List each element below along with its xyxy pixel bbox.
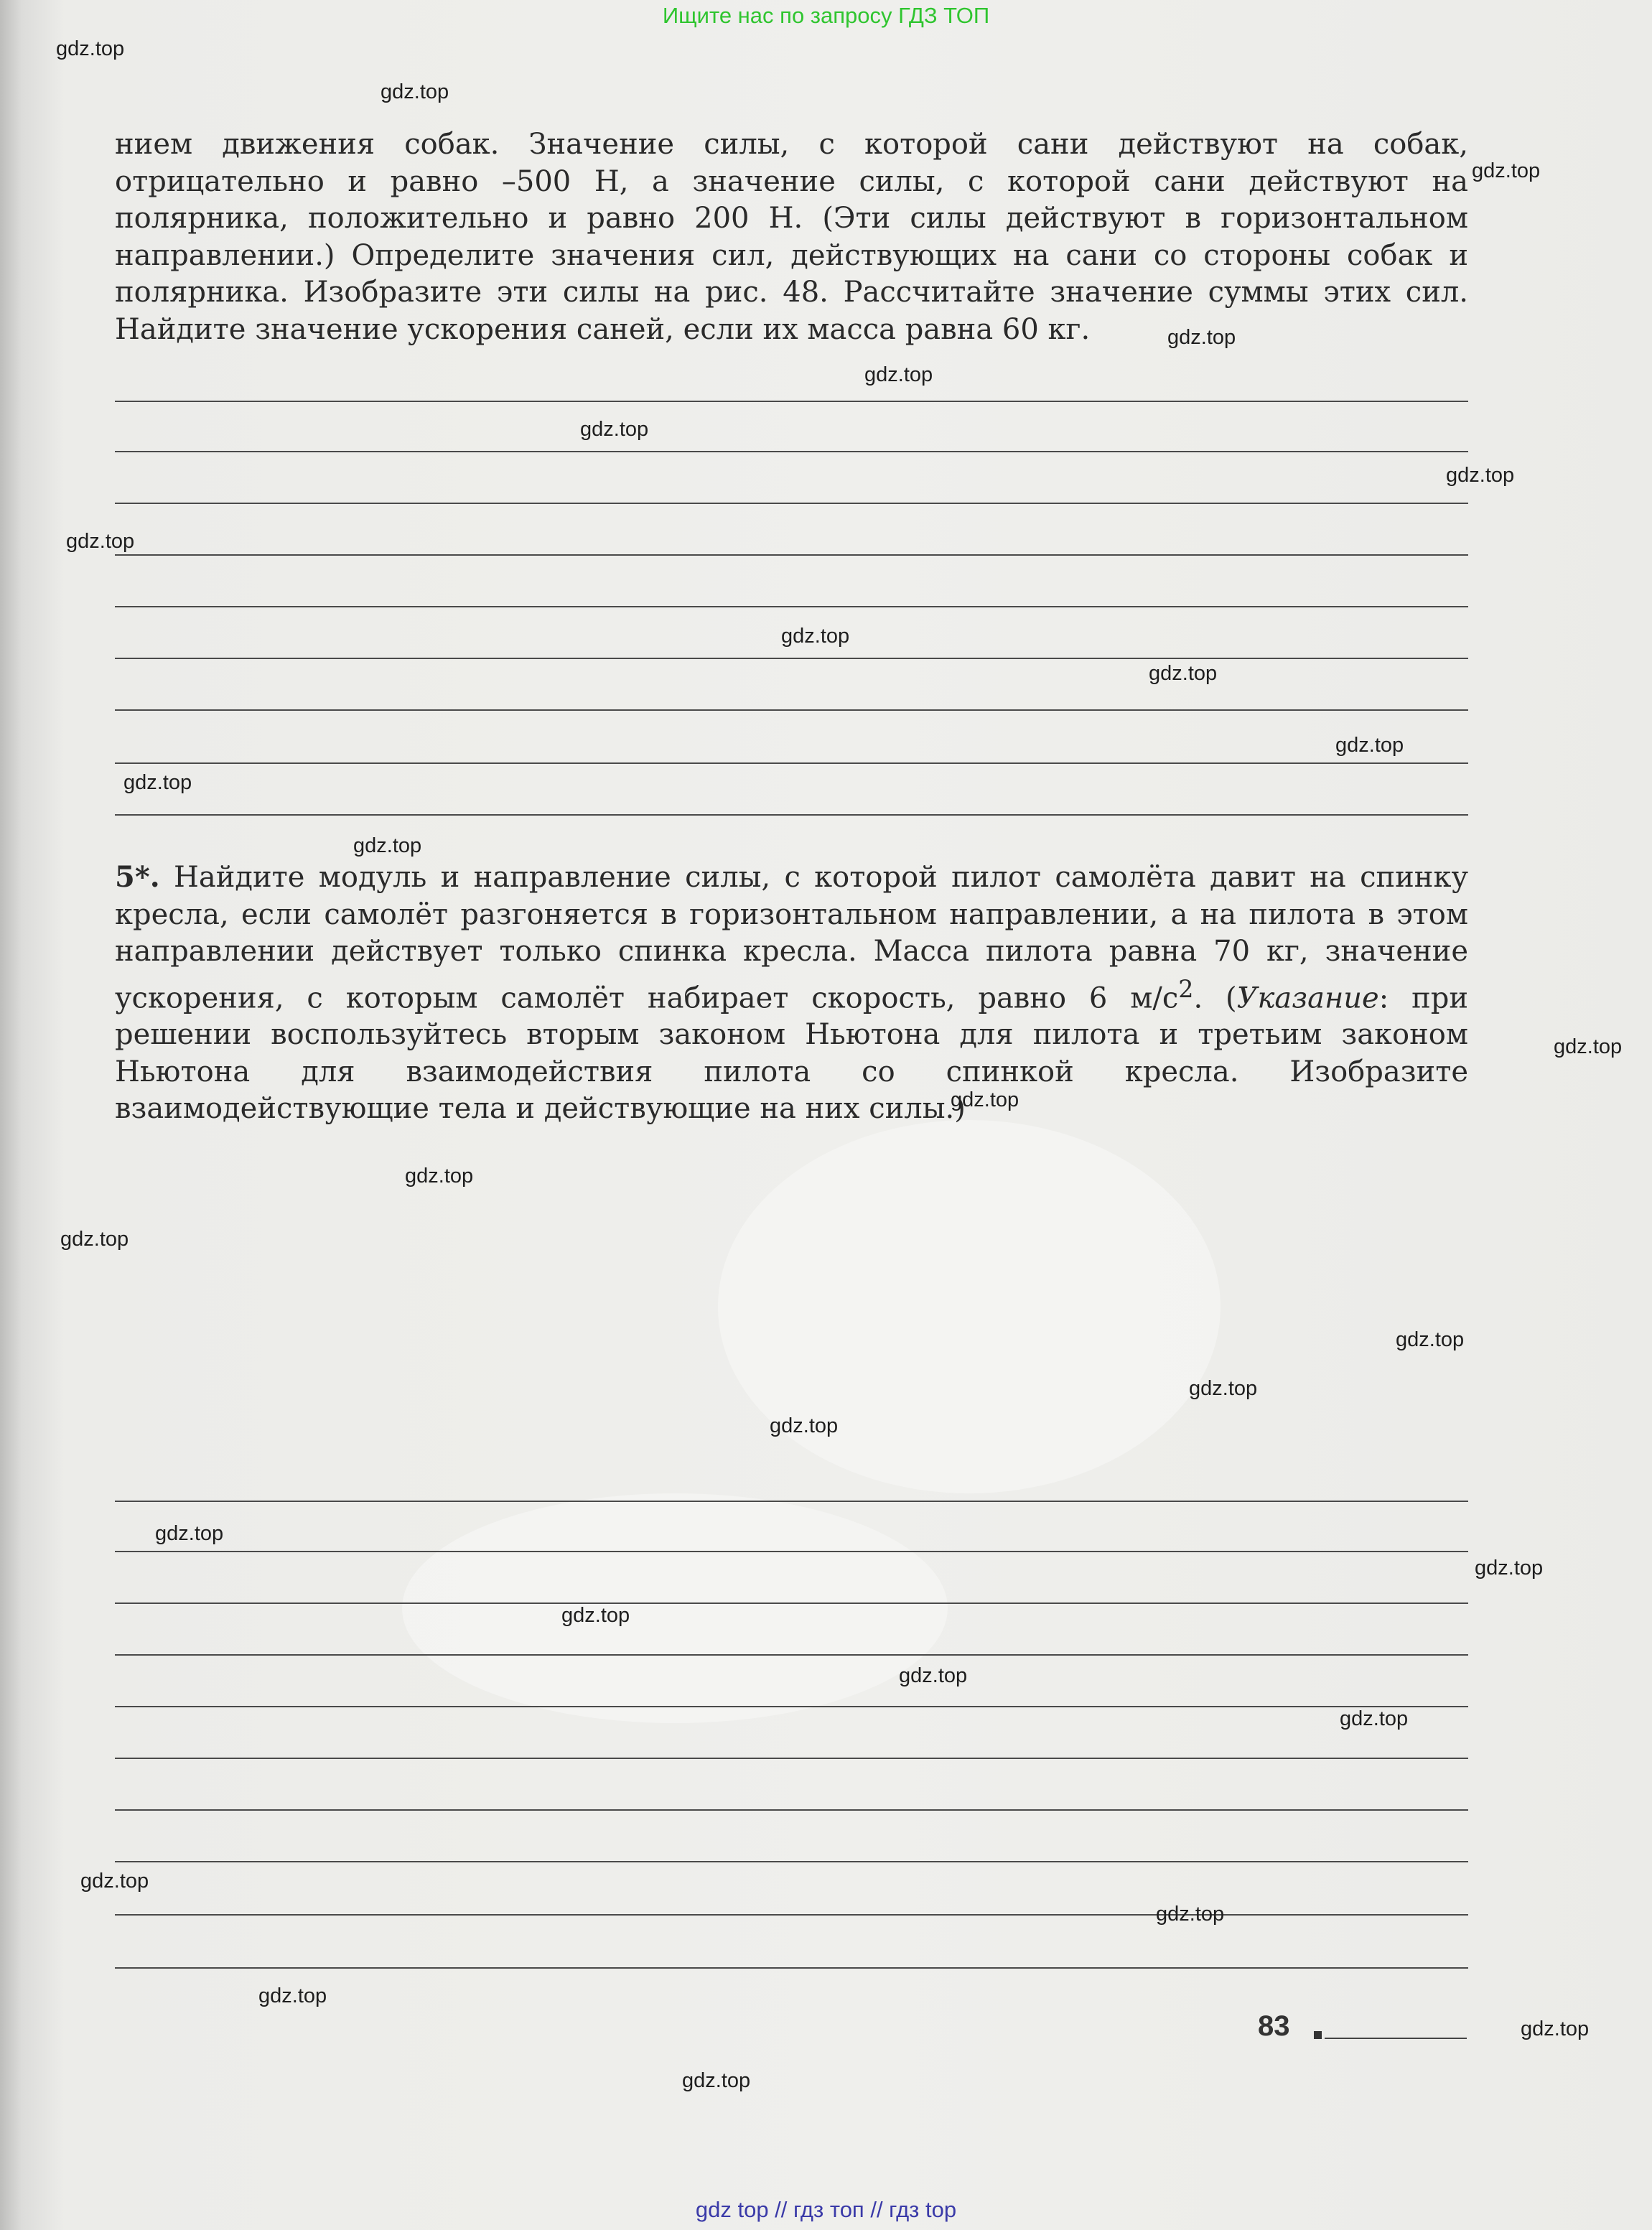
watermark: gdz.top: [1446, 464, 1515, 487]
footer-links[interactable]: gdz top // гдз топ // гдз top: [695, 2197, 957, 2222]
answer-line: [115, 1602, 1468, 1604]
watermark: gdz.top: [682, 2069, 751, 2092]
watermark: gdz.top: [1554, 1035, 1623, 1058]
search-banner[interactable]: Ищите нас по запросу ГДЗ ТОП: [662, 3, 990, 28]
task-5-hint-text: : при решении воспользуйтесь вторым законом Ньютона для пилота и третьим законом Ньютона для взаимодействия пилота со спинкой кресла. Изобразите взаимодействующие тела и действующие на них силы.): [115, 981, 1468, 1126]
watermark: gdz.top: [155, 1522, 224, 1545]
watermark: gdz.top: [381, 80, 449, 103]
task-5-body-paren: . (: [1193, 981, 1237, 1014]
watermark: gdz.top: [80, 1870, 149, 1893]
answer-line: [115, 503, 1468, 504]
watermark: gdz.top: [561, 1604, 630, 1627]
watermark: gdz.top: [123, 771, 192, 794]
watermark: gdz.top: [770, 1414, 839, 1437]
watermark: gdz.top: [1521, 2017, 1590, 2040]
answer-line: [115, 1967, 1468, 1969]
watermark: gdz.top: [1472, 159, 1541, 182]
page-number-marker: [1314, 2031, 1322, 2039]
watermark: gdz.top: [353, 834, 422, 857]
answer-line: [115, 762, 1468, 764]
answer-line: [115, 451, 1468, 452]
answer-line: [115, 1654, 1468, 1656]
watermark: gdz.top: [1149, 662, 1218, 685]
answer-line: [115, 606, 1468, 607]
answer-line: [115, 1551, 1468, 1552]
answer-line: [115, 554, 1468, 556]
answer-line: [115, 709, 1468, 711]
watermark: gdz.top: [580, 418, 649, 441]
answer-line: [115, 1809, 1468, 1811]
answer-line: [115, 814, 1468, 816]
page-number: 83: [1258, 2010, 1290, 2042]
answer-line: [115, 1501, 1468, 1502]
watermark: gdz.top: [951, 1088, 1019, 1111]
watermark: gdz.top: [899, 1664, 968, 1687]
watermark: gdz.top: [781, 625, 850, 648]
page-number-rule: [1325, 2038, 1467, 2039]
answer-line: [115, 658, 1468, 659]
watermark: gdz.top: [66, 530, 135, 553]
task-5-text: [115, 859, 1468, 1128]
answer-line: [115, 1861, 1468, 1862]
answer-line: [115, 401, 1468, 402]
task-5-number: 5*.: [115, 860, 160, 894]
answer-line: [115, 1914, 1468, 1916]
watermark: gdz.top: [1340, 1707, 1409, 1730]
watermark: gdz.top: [1167, 326, 1236, 349]
watermark: gdz.top: [1156, 1903, 1225, 1926]
watermark: gdz.top: [864, 363, 933, 386]
watermark: gdz.top: [1396, 1328, 1465, 1351]
task-5-body: Найдите модуль и направление силы, с которой пилот самолёта давит на спинку кресла, если самолёт разгоняется в горизонтальном направлении, а на пилота в этом направлении действует только спинка кресла. Масса пилота равна 70 кг, значение ускорения, с которым самолёт набирает скорость, равно 6 м/с: [115, 861, 1468, 1014]
watermark: gdz.top: [60, 1228, 129, 1251]
task-4-text: нием движения собак. Значение силы, с которой сани действуют на собак, отрицательно и равно –500 Н, а значение силы, с которой сани действуют на полярника, положительно и равно 200 Н. (Эти силы действуют в горизонтальном направлении.) Определите значения сил, действующих на сани со стороны собак и полярника. Изобразите эти силы на рис. 48. Рассчитайте значение суммы этих сил. Найдите значение ускорения саней, если их масса равна 60 кг.: [115, 128, 1468, 346]
watermark: gdz.top: [1189, 1377, 1258, 1400]
watermark: gdz.top: [1335, 734, 1404, 757]
answer-line: [115, 1706, 1468, 1707]
watermark: gdz.top: [56, 37, 125, 60]
task-5-power: 2: [1178, 974, 1194, 1003]
task-5-hint-label: Указание: [1236, 981, 1379, 1014]
watermark: gdz.top: [1475, 1557, 1544, 1580]
answer-line: [115, 1758, 1468, 1759]
watermark: gdz.top: [258, 1984, 327, 2007]
faded-illustration-ghost: [402, 1493, 948, 1723]
watermark: gdz.top: [405, 1165, 474, 1188]
